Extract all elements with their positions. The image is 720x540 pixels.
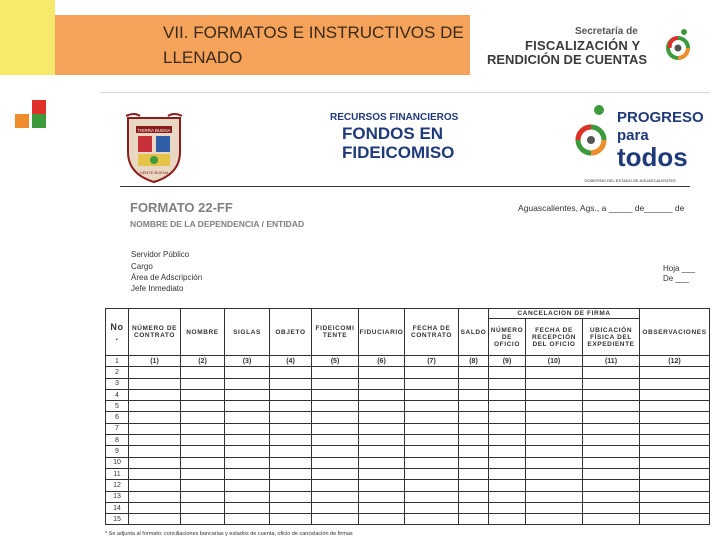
table-cell <box>459 468 489 479</box>
table-row <box>106 378 710 389</box>
servidor-publico-label: Servidor Público <box>131 250 190 259</box>
table-cell <box>405 378 459 389</box>
table-cell <box>526 367 583 378</box>
table-cell <box>405 401 459 412</box>
table-cell <box>312 491 359 502</box>
table-cell <box>359 446 405 457</box>
progreso-para-todos-logo-icon <box>575 100 704 188</box>
table-cell <box>489 412 526 423</box>
row-number: 6 <box>106 412 129 423</box>
table-row <box>106 468 710 479</box>
logo-line-secretaria: Secretaría de <box>575 26 638 37</box>
row-number: 14 <box>106 502 129 513</box>
table-row <box>106 446 710 457</box>
table-cell <box>489 480 526 491</box>
table-cell <box>640 378 710 389</box>
para-text: para <box>617 127 649 144</box>
table-cell <box>405 480 459 491</box>
table-cell <box>405 502 459 513</box>
table-row <box>106 423 710 434</box>
table-cell <box>129 491 181 502</box>
decorative-green-square <box>32 114 46 128</box>
table-cell <box>489 378 526 389</box>
table-cell <box>583 514 640 525</box>
table-cell <box>405 457 459 468</box>
row-number: 13 <box>106 491 129 502</box>
table-cell <box>459 367 489 378</box>
header-fecha-contrato: FECHA DE CONTRATO <box>405 309 459 356</box>
table-cell <box>181 514 225 525</box>
table-cell <box>225 457 270 468</box>
table-cell <box>359 491 405 502</box>
table-cell <box>640 468 710 479</box>
table-cell <box>312 423 359 434</box>
table-cell <box>129 423 181 434</box>
table-cell <box>526 480 583 491</box>
row-number: 11 <box>106 468 129 479</box>
header-fideicomitente: FIDEICOMI TENTE <box>312 309 359 356</box>
table-cell <box>405 514 459 525</box>
table-cell <box>181 491 225 502</box>
table-cell <box>489 457 526 468</box>
table-cell <box>129 480 181 491</box>
table-cell <box>129 435 181 446</box>
logo-line-rendicion: RENDICIÓN DE CUENTAS <box>487 52 648 67</box>
footnote: * Se adjunta al formato: conciliaciones bancarias y estados de cuenta, oficio de cancelación de firmas <box>105 531 353 537</box>
table-cell <box>583 468 640 479</box>
table-cell <box>181 457 225 468</box>
row-number: 2 <box>106 367 129 378</box>
table-cell <box>312 412 359 423</box>
table-cell <box>526 389 583 400</box>
table-cell <box>583 389 640 400</box>
field-code: (2) <box>181 356 225 367</box>
table-cell <box>459 389 489 400</box>
table-cell <box>225 491 270 502</box>
table-cell <box>583 491 640 502</box>
table-cell <box>312 446 359 457</box>
logo-line-fiscalizacion: FISCALIZACIÓN Y <box>525 38 641 53</box>
table-cell <box>640 401 710 412</box>
table-cell <box>359 468 405 479</box>
table-cell <box>640 389 710 400</box>
coat-of-arms-icon <box>124 112 184 184</box>
gobierno-text: GOBIERNO DEL ESTADO DE AGUASCALIENTES <box>584 178 676 183</box>
hoja-label: Hoja ___ <box>663 264 696 273</box>
table-cell <box>312 435 359 446</box>
table-cell <box>583 480 640 491</box>
table-cell <box>526 457 583 468</box>
table-cell <box>459 457 489 468</box>
table-row <box>106 502 710 513</box>
table-row <box>106 401 710 412</box>
table-cell <box>640 446 710 457</box>
format-table <box>105 308 710 525</box>
row-number: 15 <box>106 514 129 525</box>
document-heading <box>342 124 454 162</box>
table-cell <box>225 468 270 479</box>
table-cell <box>526 514 583 525</box>
header-cancelacion-firma: CANCELACION DE FIRMA <box>489 309 640 319</box>
jefe-inmediato-label: Jefe Inmediato <box>131 284 184 293</box>
row-number: 1 <box>106 356 129 367</box>
table-cell <box>583 446 640 457</box>
table-row <box>106 491 710 502</box>
table-cell <box>489 367 526 378</box>
table-cell <box>526 446 583 457</box>
table-cell <box>225 514 270 525</box>
table-cell <box>459 423 489 434</box>
table-cell <box>129 468 181 479</box>
row-number: 12 <box>106 480 129 491</box>
table-cell <box>312 378 359 389</box>
table-cell <box>583 423 640 434</box>
table-cell <box>640 435 710 446</box>
table-cell <box>270 401 312 412</box>
table-cell <box>312 389 359 400</box>
table-cell <box>270 412 312 423</box>
table-cell <box>270 502 312 513</box>
table-cell <box>270 367 312 378</box>
table-cell <box>640 502 710 513</box>
table-cell <box>129 367 181 378</box>
row-number: 3 <box>106 378 129 389</box>
table-cell <box>359 367 405 378</box>
decorative-orange-square <box>15 114 29 128</box>
table-cell <box>459 446 489 457</box>
header-siglas: SIGLAS <box>225 309 270 356</box>
table-cell <box>129 378 181 389</box>
table-row <box>106 367 710 378</box>
table-cell <box>181 412 225 423</box>
table-cell <box>359 389 405 400</box>
decorative-red-square <box>32 100 46 114</box>
header-ubicacion: UBICACIÓN FÍSICA DEL EXPEDIENTE <box>583 319 640 356</box>
field-code: (3) <box>225 356 270 367</box>
table-cell <box>129 446 181 457</box>
fondos-en-label: FONDOS EN <box>342 124 444 143</box>
table-cell <box>640 457 710 468</box>
table-cell <box>225 401 270 412</box>
table-cell <box>129 502 181 513</box>
table-cell <box>225 367 270 378</box>
table-cell <box>526 435 583 446</box>
table-cell <box>583 367 640 378</box>
header-numero-contrato: NÚMERO DE CONTRATO <box>129 309 181 356</box>
table-cell <box>270 378 312 389</box>
table-row <box>106 412 710 423</box>
header-fecha-recepcion: FECHA DE RECEPCIÓN DEL OFICIO <box>526 319 583 356</box>
table-cell <box>489 514 526 525</box>
table-cell <box>181 480 225 491</box>
table-row <box>106 435 710 446</box>
fideicomiso-label: FIDEICOMISO <box>342 143 455 162</box>
table-cell <box>129 389 181 400</box>
table-cell <box>270 457 312 468</box>
table-cell <box>359 480 405 491</box>
table-row <box>106 457 710 468</box>
table-cell <box>526 502 583 513</box>
table-cell <box>640 412 710 423</box>
table-cell <box>405 446 459 457</box>
table-cell <box>270 491 312 502</box>
table-cell <box>129 412 181 423</box>
table-cell <box>270 446 312 457</box>
table-body <box>106 356 710 525</box>
field-code: (7) <box>405 356 459 367</box>
table-cell <box>459 480 489 491</box>
recursos-financieros-label: RECURSOS FINANCIEROS <box>330 112 459 123</box>
table-cell <box>359 457 405 468</box>
table-cell <box>583 457 640 468</box>
field-code: (10) <box>526 356 583 367</box>
table-cell <box>270 480 312 491</box>
table-cell <box>583 412 640 423</box>
field-code: (5) <box>312 356 359 367</box>
header-fiduciario: FIDUCIARIO <box>359 309 405 356</box>
progreso-text: PROGRESO <box>617 109 704 126</box>
table-row <box>106 514 710 525</box>
table-cell <box>225 423 270 434</box>
table-cell <box>312 367 359 378</box>
hoja-block <box>663 264 695 284</box>
table-cell <box>526 412 583 423</box>
table-cell <box>583 401 640 412</box>
table-cell <box>489 502 526 513</box>
table-cell <box>129 457 181 468</box>
table-cell <box>359 401 405 412</box>
fecha-line: Aguascalientes, Ags., a _____ de______ de <box>518 203 685 213</box>
table-cell <box>270 423 312 434</box>
table-cell <box>129 514 181 525</box>
table-cell <box>526 378 583 389</box>
table-cell <box>526 491 583 502</box>
table-cell <box>270 435 312 446</box>
table-cell <box>405 435 459 446</box>
table-cell <box>640 367 710 378</box>
table-cell <box>640 514 710 525</box>
decorative-yellow-block <box>0 0 55 75</box>
table-cell <box>489 446 526 457</box>
table-cell <box>359 423 405 434</box>
table-cell <box>129 401 181 412</box>
todos-text: todos <box>617 142 688 172</box>
table-cell <box>225 480 270 491</box>
table-cell <box>583 378 640 389</box>
table-row <box>106 480 710 491</box>
table-cell <box>359 435 405 446</box>
table-cell <box>270 389 312 400</box>
table-cell <box>640 480 710 491</box>
field-code: (4) <box>270 356 312 367</box>
table-cell <box>225 446 270 457</box>
table-cell <box>181 468 225 479</box>
table-cell <box>181 502 225 513</box>
table-cell <box>270 468 312 479</box>
header-saldo: SALDO <box>459 309 489 356</box>
row-number: 9 <box>106 446 129 457</box>
table-cell <box>181 446 225 457</box>
table-cell <box>312 401 359 412</box>
field-code: (12) <box>640 356 710 367</box>
table-cell <box>640 491 710 502</box>
table-cell <box>405 367 459 378</box>
row-number: 5 <box>106 401 129 412</box>
table-row <box>106 389 710 400</box>
table-cell <box>181 423 225 434</box>
table-cell <box>359 378 405 389</box>
table-cell <box>359 514 405 525</box>
table-cell <box>225 378 270 389</box>
table-cell <box>312 514 359 525</box>
table-cell <box>459 502 489 513</box>
table-cell <box>583 435 640 446</box>
table-cell <box>526 423 583 434</box>
cargo-label: Cargo <box>131 262 153 271</box>
table-cell <box>405 412 459 423</box>
slide-title: VII. FORMATOS E INSTRUCTIVOS DE LLENADO <box>163 23 464 67</box>
table-cell <box>359 412 405 423</box>
document-divider <box>120 186 690 187</box>
table-cell <box>459 491 489 502</box>
table-cell <box>526 401 583 412</box>
header-numero-oficio: NÚMERO DE OFICIO <box>489 319 526 356</box>
table-cell <box>489 435 526 446</box>
table-cell <box>405 491 459 502</box>
table-cell <box>225 389 270 400</box>
row-number: 4 <box>106 389 129 400</box>
table-cell <box>583 502 640 513</box>
table-cell <box>489 389 526 400</box>
table-cell <box>459 378 489 389</box>
table-cell <box>312 457 359 468</box>
table-row <box>106 356 710 367</box>
table-cell <box>489 423 526 434</box>
table-cell <box>405 468 459 479</box>
table-cell <box>181 389 225 400</box>
table-cell <box>181 401 225 412</box>
table-cell <box>312 468 359 479</box>
area-adscripcion-label: Área de Adscripción <box>131 273 203 282</box>
shield-text: TIERRA BUENA <box>137 128 171 133</box>
table-cell <box>181 367 225 378</box>
row-number: 8 <box>106 435 129 446</box>
table-cell <box>489 468 526 479</box>
row-number: 7 <box>106 423 129 434</box>
field-code: (6) <box>359 356 405 367</box>
table-cell <box>526 468 583 479</box>
formato-label: FORMATO 22-FF <box>130 200 233 215</box>
table-cell <box>312 480 359 491</box>
header-objeto: OBJETO <box>270 309 312 356</box>
table-cell <box>181 435 225 446</box>
table-cell <box>225 502 270 513</box>
table-cell <box>181 378 225 389</box>
table-cell <box>270 514 312 525</box>
table-cell <box>312 502 359 513</box>
field-code: (1) <box>129 356 181 367</box>
field-code: (9) <box>489 356 526 367</box>
table-cell <box>459 514 489 525</box>
table-cell <box>225 435 270 446</box>
table-cell <box>405 389 459 400</box>
sfrc-emblem-icon <box>665 26 691 64</box>
table-cell <box>459 401 489 412</box>
table-cell <box>225 412 270 423</box>
header-nombre: NOMBRE <box>181 309 225 356</box>
header-observaciones: OBSERVACIONES <box>640 309 710 356</box>
row-number: 10 <box>106 457 129 468</box>
table-cell <box>405 423 459 434</box>
nombre-dependencia-label: NOMBRE DE LA DEPENDENCIA / ENTIDAD <box>130 219 305 229</box>
document-top-border <box>100 92 710 93</box>
field-code: (11) <box>583 356 640 367</box>
table-cell <box>489 401 526 412</box>
shield-bottom-text: GENTE BUENA <box>139 170 169 175</box>
field-code: (8) <box>459 356 489 367</box>
table-cell <box>359 502 405 513</box>
table-cell <box>640 423 710 434</box>
de-label: De ___ <box>663 274 689 283</box>
table-cell <box>459 412 489 423</box>
header-no: No . <box>106 309 129 356</box>
table-cell <box>459 435 489 446</box>
table-cell <box>489 491 526 502</box>
